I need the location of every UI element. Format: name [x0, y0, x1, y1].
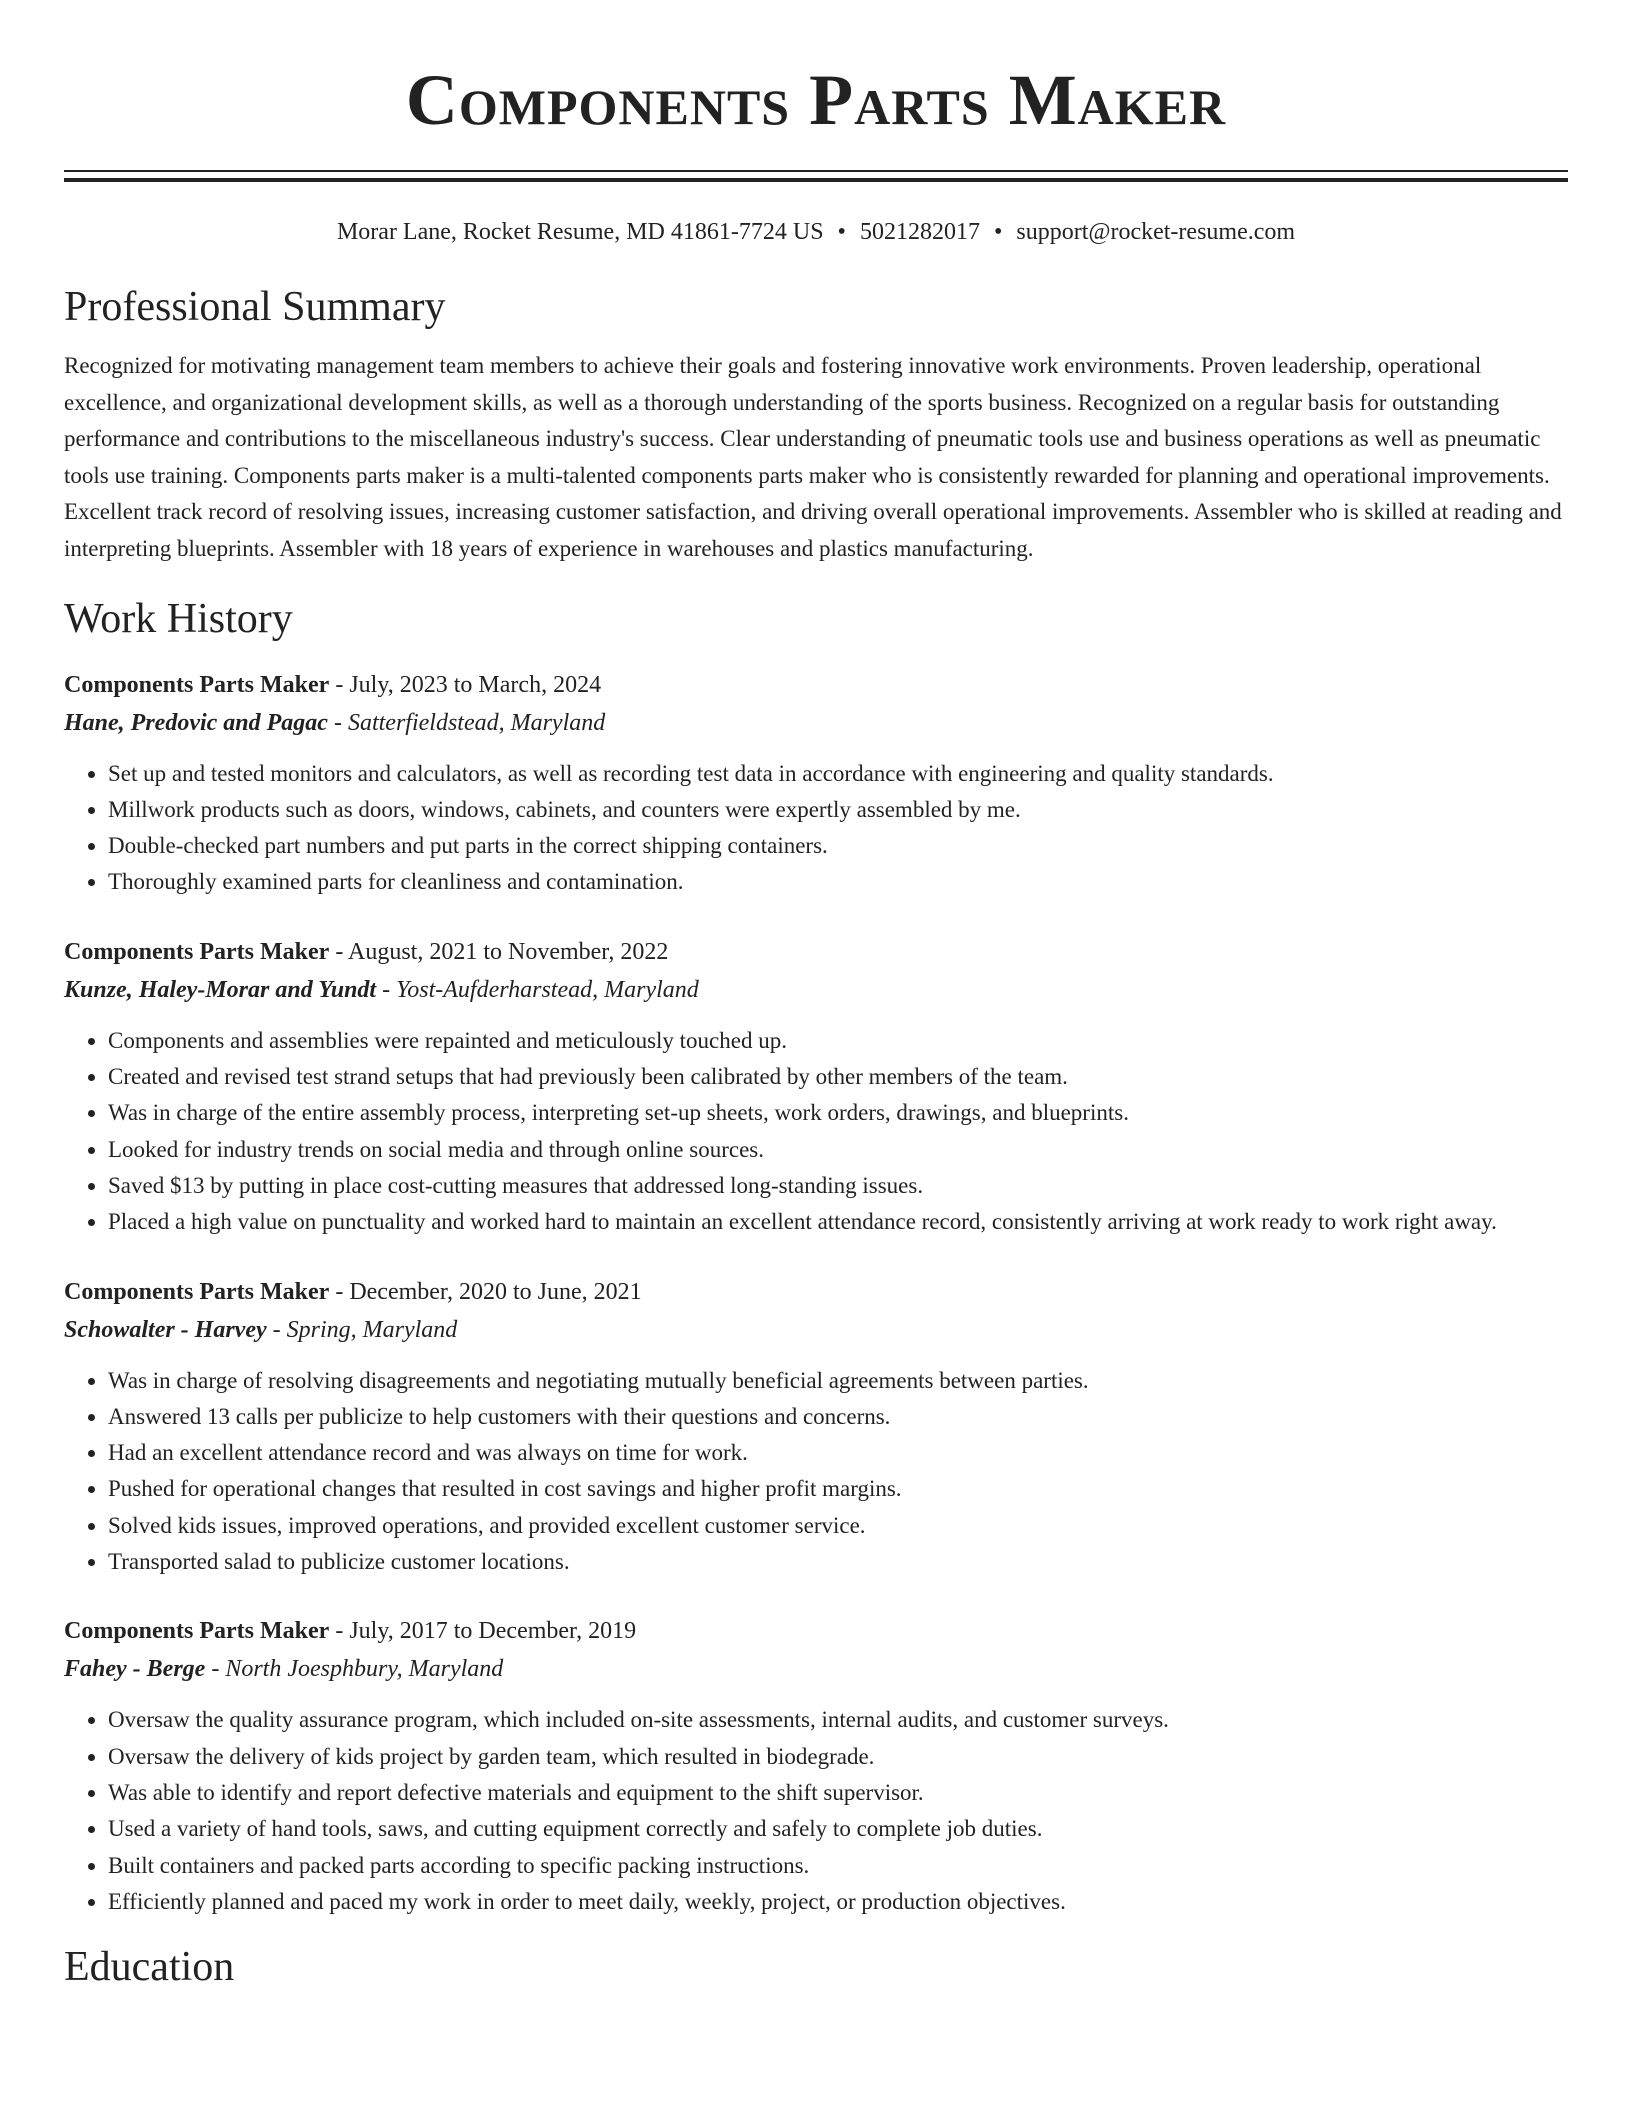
- job-employer-line: [64, 704, 1568, 742]
- contact-line: [64, 216, 1568, 248]
- job-bullet: • Was able to identify and report defective materials and equipment to the shift supervisor.: [108, 1775, 1568, 1811]
- job-title: Components Parts Maker: [64, 1618, 330, 1645]
- job-entry: [64, 1612, 1568, 1920]
- job-dash: -: [266, 1316, 287, 1343]
- job-employer-line: [64, 1650, 1568, 1688]
- job-dash: -: [329, 938, 348, 965]
- job-bullet: • Set up and tested monitors and calculators, as well as recording test data in accordance with engineering and quality standards.: [108, 756, 1568, 792]
- job-bullet: • Built containers and packed parts according to specific packing instructions.: [108, 1848, 1568, 1884]
- job-dates: July, 2023 to March, 2024: [349, 671, 602, 698]
- job-dash: -: [329, 1618, 350, 1645]
- job-dates: December, 2020 to June, 2021: [349, 1278, 642, 1305]
- job-bullet: • Was in charge of the entire assembly process, interpreting set-up sheets, work orders, drawings, and blueprints.: [108, 1095, 1568, 1131]
- job-dash: -: [327, 709, 348, 736]
- job-bullet: • Saved $13 by putting in place cost-cutting measures that addressed long-standing issues.: [108, 1168, 1568, 1204]
- contact-separator: •: [993, 219, 1003, 245]
- header-rule-thick: [64, 178, 1568, 182]
- job-dash: -: [376, 976, 397, 1003]
- job-bullet: • Placed a high value on punctuality and worked hard to maintain an excellent attendance record, consistently arriving at work ready to work right away.: [108, 1204, 1568, 1240]
- job-title: Components Parts Maker: [64, 1278, 330, 1305]
- job-dash: -: [205, 1656, 226, 1683]
- job-entry: [64, 1273, 1568, 1581]
- header-double-rule: [64, 170, 1568, 182]
- job-title-line: [64, 1612, 1568, 1650]
- job-bullet-list: [64, 1363, 1568, 1581]
- job-bullet: • Millwork products such as doors, windows, cabinets, and counters were expertly assembled by me.: [108, 792, 1568, 828]
- resume-name: Components Parts Maker: [405, 60, 1227, 140]
- job-bullet-list: [64, 1702, 1568, 1920]
- job-bullet: • Components and assemblies were repainted and meticulously touched up.: [108, 1023, 1568, 1059]
- job-dates: August, 2021 to November, 2022: [347, 938, 669, 965]
- job-dates: July, 2017 to December, 2019: [349, 1618, 637, 1645]
- contact-email: support@rocket-resume.com: [1016, 219, 1296, 245]
- job-bullet: • Solved kids issues, improved operations, and provided excellent customer service.: [108, 1508, 1568, 1544]
- job-bullet: • Oversaw the quality assurance program, which included on-site assessments, internal audits, and customer surveys.: [108, 1702, 1568, 1738]
- education-heading: Education: [64, 1944, 235, 1991]
- summary-text: Recognized for motivating management team members to achieve their goals and fostering innovative work environments. Proven leadership, operational excellence, and organizational development skills, as well as a thorough understanding of the sports business. Recognized on a regular basis for outstanding performance and contributions to the miscellaneous industry's success. Clear understanding of pneumatic tools use and business operations as well as pneumatic tools use training. Components parts maker is a multi-talented components parts maker who is consistently rewarded for planning and operational improvements. Excellent track record of resolving issues, increasing customer satisfaction, and driving overall operational improvements. Assembler who is skilled at reading and interpreting blueprints. Assembler with 18 years of experience in warehouses and plastics manufacturing.: [64, 353, 1562, 561]
- job-location: Yost-Aufderharstead, Maryland: [396, 976, 699, 1003]
- job-bullet-list: [64, 1023, 1568, 1241]
- job-title-line: [64, 933, 1568, 971]
- job-title: Components Parts Maker: [64, 938, 330, 965]
- contact-phone: 5021282017: [859, 219, 980, 245]
- job-bullet: • Looked for industry trends on social media and through online sources.: [108, 1132, 1568, 1168]
- job-bullet: • Efficiently planned and paced my work in order to meet daily, weekly, project, or production objectives.: [108, 1884, 1568, 1920]
- job-bullet: • Had an excellent attendance record and was always on time for work.: [108, 1435, 1568, 1471]
- job-bullet: • Was in charge of resolving disagreements and negotiating mutually beneficial agreements between parties.: [108, 1363, 1568, 1399]
- contact-separator: •: [837, 219, 846, 245]
- job-title-line: [64, 666, 1568, 704]
- job-location: Spring, Maryland: [286, 1316, 458, 1343]
- job-bullet: • Created and revised test strand setups that had previously been calibrated by other members of the team.: [108, 1059, 1568, 1095]
- job-location: North Joesphbury, Maryland: [225, 1656, 504, 1683]
- job-title: Components Parts Maker: [64, 671, 330, 698]
- job-bullet: • Used a variety of hand tools, saws, and cutting equipment correctly and safely to complete job duties.: [108, 1811, 1568, 1847]
- job-bullet: • Double-checked part numbers and put parts in the correct shipping containers.: [108, 828, 1568, 864]
- job-bullet: • Thoroughly examined parts for cleanliness and contamination.: [108, 864, 1568, 900]
- job-employer-line: [64, 971, 1568, 1009]
- work-history-heading: Work History: [64, 595, 293, 642]
- header-rule-thin: [64, 170, 1568, 172]
- job-entry: [64, 666, 1568, 901]
- job-bullet: • Oversaw the delivery of kids project by garden team, which resulted in biodegrade.: [108, 1739, 1568, 1775]
- job-employer: Kunze, Haley-Morar and Yundt: [64, 976, 377, 1003]
- job-employer-line: [64, 1311, 1568, 1349]
- job-bullet: • Transported salad to publicize customer locations.: [108, 1544, 1568, 1580]
- job-dash: -: [329, 1278, 350, 1305]
- job-bullet: • Pushed for operational changes that resulted in cost savings and higher profit margins.: [108, 1471, 1568, 1507]
- job-bullet: • Answered 13 calls per publicize to help customers with their questions and concerns.: [108, 1399, 1568, 1435]
- job-title-line: [64, 1273, 1568, 1311]
- job-employer: Hane, Predovic and Pagac: [64, 709, 328, 736]
- job-dash: -: [329, 671, 350, 698]
- job-employer: Schowalter - Harvey: [64, 1316, 267, 1343]
- job-employer: Fahey - Berge: [64, 1656, 206, 1683]
- job-bullet-list: [64, 756, 1568, 901]
- job-location: Satterfieldstead, Maryland: [347, 709, 606, 736]
- contact-address: Morar Lane, Rocket Resume, MD 41861-7724 US: [336, 219, 824, 245]
- summary-heading: Professional Summary: [64, 284, 446, 330]
- job-entry: [64, 933, 1568, 1241]
